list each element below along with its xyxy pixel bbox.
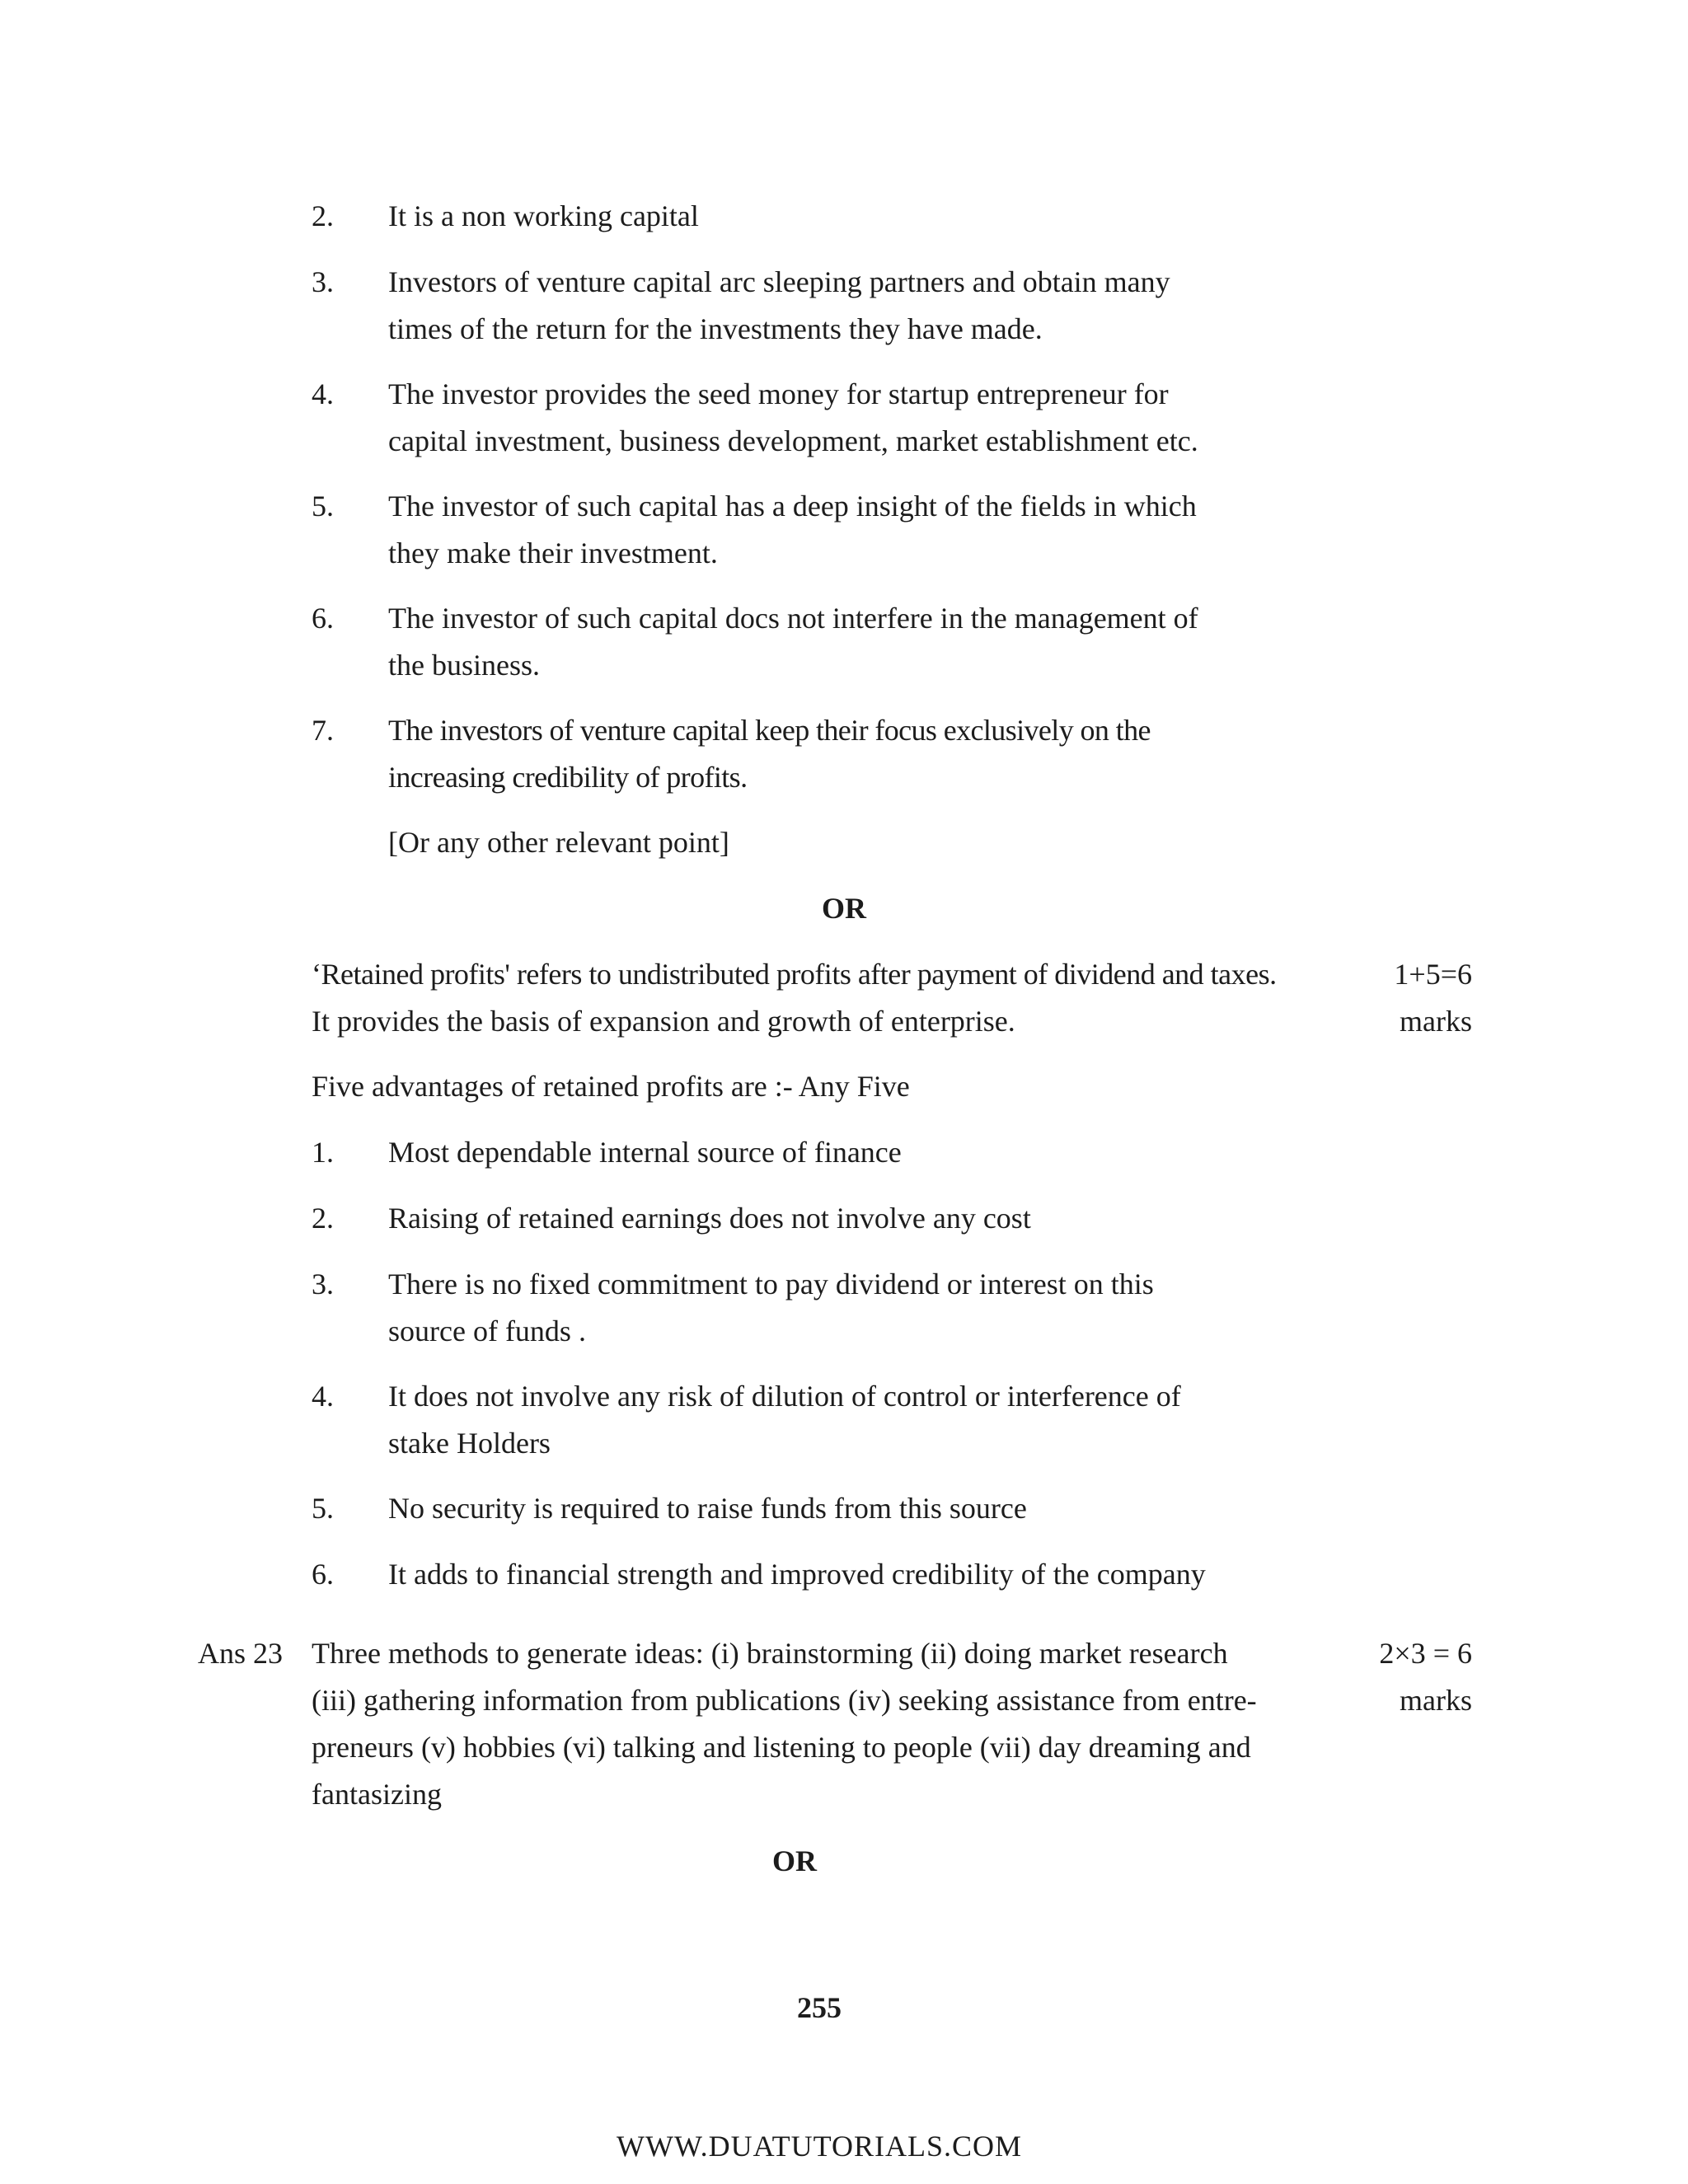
- definition-line: It provides the basis of expansion and growth of enterprise.: [312, 1005, 1015, 1038]
- item-text: Most dependable internal source of finance: [388, 1136, 902, 1169]
- item-text: There is no fixed commitment to pay dividend or interest on this source of funds .: [388, 1268, 1154, 1347]
- item-number: 2.: [312, 1202, 334, 1235]
- marks-label: marks: [1400, 1684, 1472, 1717]
- marks-allocation: [1307, 951, 1472, 1045]
- item-text: It adds to financial strength and improved credibility of the company: [388, 1558, 1206, 1591]
- item-number: 4.: [312, 1380, 334, 1413]
- item-number: 3.: [312, 265, 334, 298]
- item-number: 6.: [312, 1558, 334, 1591]
- or-divider: OR: [772, 1844, 817, 1877]
- item-text: Raising of retained earnings does not involve any cost: [388, 1202, 1031, 1235]
- item-number: 4.: [312, 377, 334, 410]
- answer-label: Ans 23: [198, 1637, 284, 1670]
- marks-label: marks: [1400, 1005, 1472, 1038]
- retained-profits-definition: [312, 951, 1350, 1045]
- item-text: Investors of venture capital arc sleeping partners and obtain many times of the return for the investments they have made.: [388, 265, 1170, 345]
- definition-line: ‘Retained profits' refers to undistributed profits after payment of dividend and taxes.: [312, 958, 1277, 991]
- answer-line: fantasizing: [312, 1778, 442, 1811]
- footer-website: WWW.DUATUTORIALS.COM: [617, 2130, 1022, 2163]
- item-text: The investor of such capital docs not interfere in the management of the business.: [388, 602, 1198, 682]
- item-number: 2.: [312, 199, 334, 232]
- answer-line: Three methods to generate ideas: (i) brainstorming (ii) doing market research: [312, 1637, 1228, 1670]
- item-number: 1.: [312, 1136, 334, 1169]
- answer-line: (iii) gathering information from publications (iv) seeking assistance from entre-: [312, 1684, 1257, 1717]
- answer-23-text: [312, 1630, 1301, 1818]
- item-text: It is a non working capital: [388, 199, 699, 232]
- other-point-note: [Or any other relevant point]: [388, 826, 729, 859]
- item-number: 3.: [312, 1268, 334, 1301]
- or-divider: OR: [822, 892, 866, 925]
- marks-allocation: [1307, 1630, 1472, 1724]
- item-number: 5.: [312, 1492, 334, 1525]
- answer-line: preneurs (v) hobbies (vi) talking and listening to people (vii) day dreaming and: [312, 1731, 1251, 1764]
- item-number: 5.: [312, 490, 334, 523]
- advantages-intro: Five advantages of retained profits are :- Any Five: [312, 1070, 910, 1103]
- item-text: No security is required to raise funds from this source: [388, 1492, 1027, 1525]
- marks-value: 1+5=6: [1394, 958, 1472, 991]
- item-text: It does not involve any risk of dilution of control or interference of stake Holders: [388, 1380, 1181, 1460]
- marks-value: 2×3 = 6: [1379, 1637, 1472, 1670]
- item-text: The investor of such capital has a deep insight of the fields in which they make their investment.: [388, 490, 1197, 569]
- page-number: 255: [797, 1991, 842, 2024]
- item-text: The investor provides the seed money for startup entrepreneur for capital investment, business development, market establishment etc.: [388, 377, 1198, 457]
- item-text: The investors of venture capital keep their focus exclusively on the increasing credibility of profits.: [388, 714, 1151, 794]
- item-number: 6.: [312, 602, 334, 635]
- item-number: 7.: [312, 714, 334, 747]
